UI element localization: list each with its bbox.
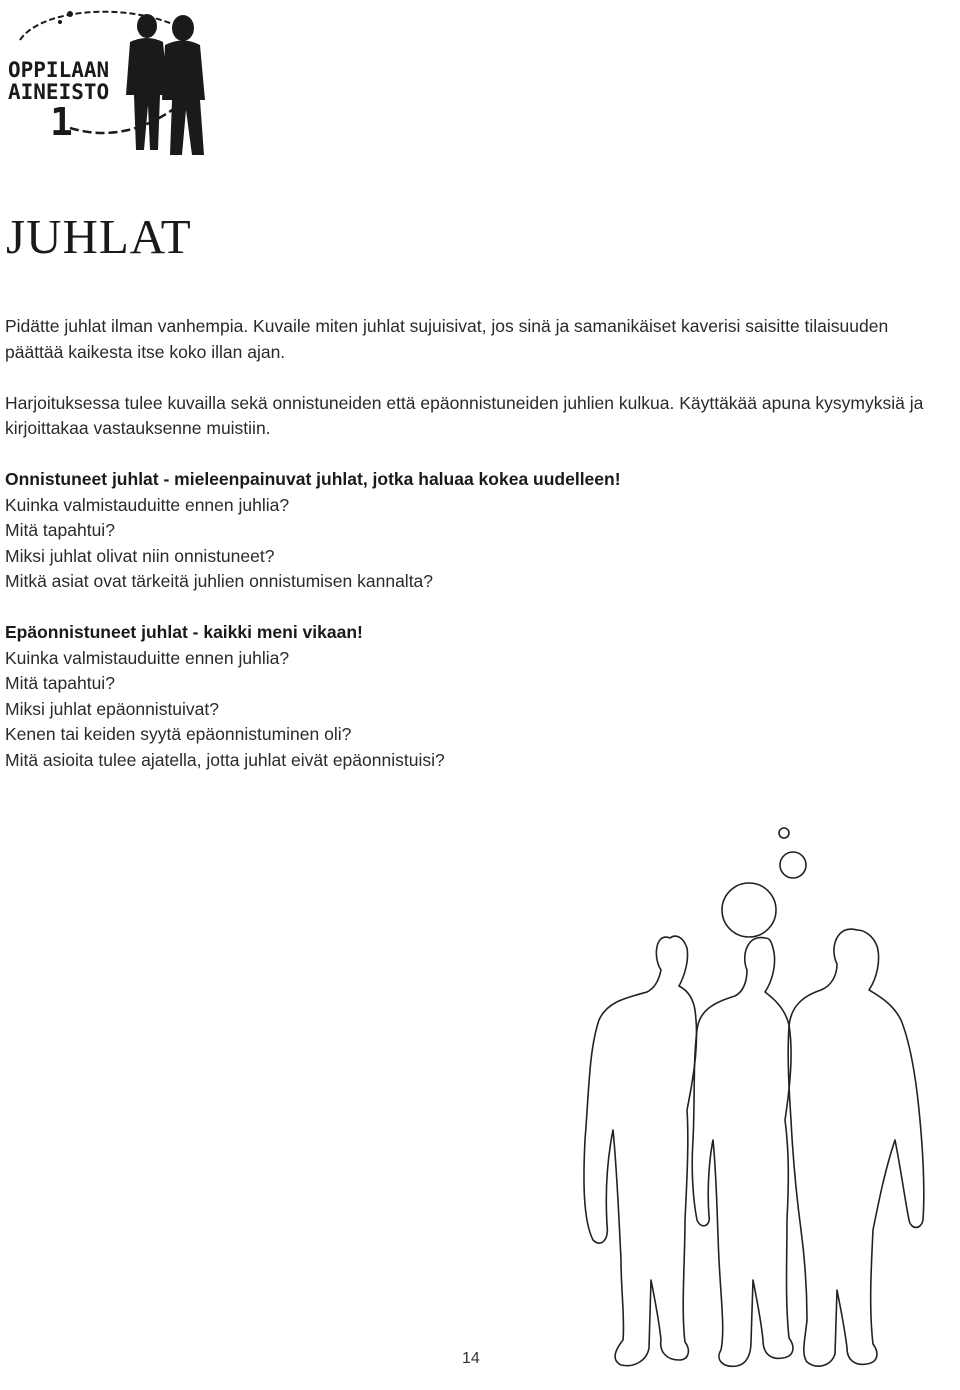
silhouettes-icon xyxy=(126,14,205,155)
intro-paragraph-1: Pidätte juhlat ilman vanhempia. Kuvaile miten juhlat sujuisivat, jos sinä ja samanikäiset kaverisi saisitte tilaisuuden päättää kaikesta itse koko illan ajan. xyxy=(5,316,889,362)
person-outline-left xyxy=(584,936,697,1366)
section-heading-success: Onnistuneet juhlat - mieleenpainuvat juhlat, jotka haluaa kokea uudelleen! xyxy=(5,469,621,489)
thought-bubble-icon xyxy=(780,852,806,878)
question: Mitkä asiat ovat tärkeitä juhlien onnistumisen kannalta? xyxy=(5,571,434,591)
logo-number: 1 xyxy=(50,100,73,144)
question: Mitä asioita tulee ajatella, jotta juhlat eivät epäonnistuisi? xyxy=(5,749,445,770)
question: Miksi juhlat epäonnistuivat? xyxy=(5,698,220,719)
question: Mitä tapahtui? xyxy=(5,520,115,540)
question: Kenen tai keiden syytä epäonnistuminen oli? xyxy=(5,724,352,744)
logo-artwork xyxy=(0,0,215,165)
intro-paragraph-2: Harjoituksessa tulee kuvailla sekä onnistuneiden että epäonnistuneiden juhlien kulkua. Käyttäkää apuna kysymyksiä ja kirjoittakaa vastauksenne muistiin. xyxy=(5,392,924,438)
thought-bubble-icon xyxy=(722,883,776,937)
page-title: JUHLAT xyxy=(6,209,192,264)
content xyxy=(5,314,940,773)
question: Miksi juhlat olivat niin onnistuneet? xyxy=(5,545,275,566)
logo xyxy=(0,0,215,165)
question: Kuinka valmistauduitte ennen juhlia? xyxy=(5,647,290,668)
page-number: 14 xyxy=(462,1350,480,1367)
logo-text-line1: OPPILAAN xyxy=(8,58,110,82)
person-outline-right xyxy=(788,929,924,1366)
section-heading-failure: Epäonnistuneet juhlat - kaikki meni vikaan! xyxy=(5,622,363,642)
question: Kuinka valmistauduitte ennen juhlia? xyxy=(5,494,290,515)
people-outline-illustration xyxy=(575,820,960,1385)
thought-bubble-icon xyxy=(779,828,789,838)
person-outline-middle xyxy=(692,938,793,1367)
question: Mitä tapahtui? xyxy=(5,673,115,693)
logo-text-line2: AINEISTO xyxy=(8,80,110,104)
